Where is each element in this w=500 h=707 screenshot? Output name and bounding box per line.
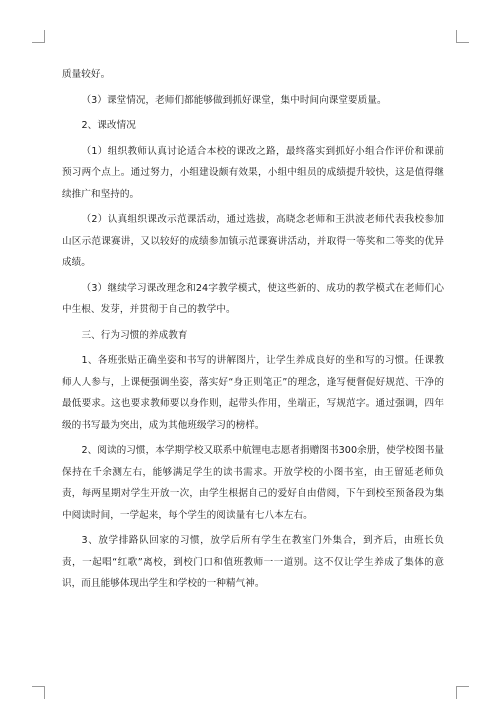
crop-mark-bottom-left bbox=[32, 686, 45, 699]
paragraph-habit-dismissal: 3、放学排路队回家的习惯，放学后所有学生在教室门外集合，到齐后，由班长负责，一起唱“红歌”离校，到校门口和值班教师一一道别。这不仅让学生养成了集体的意识，而且能够体现出学生和学校的一种精气神。 bbox=[62, 535, 444, 589]
crop-mark-top-right bbox=[456, 30, 469, 43]
paragraph-habit-reading: 2、阅读的习惯，本学期学校又联系中航锂电志愿者捐赠图书300余册，使学校图书量保持在千余测左右，能够满足学生的读书需求。开放学校的小图书室，由王留延老师负责，每两星期对学生开放一次，由学生根据自己的爱好自由借阅，下午到校至预备段为集中阅读时间，一学起来，每个学生的阅读量有七八本左右。 bbox=[62, 445, 444, 521]
paragraph-continuation: 质量较好。 bbox=[62, 69, 111, 80]
paragraph-reform-1: （1）组织教师认真讨论适合本校的课改之路，最终落实到抓好小组合作评价和课前预习两个点上。通过努力，小组建设颇有效果，小组中组员的成绩提升较快，这是值得继续推广和坚持的。 bbox=[62, 145, 444, 200]
document-body bbox=[62, 64, 444, 595]
paragraph-habit-writing: 1、各班张贴正确坐姿和书写的讲解图片，让学生养成良好的坐和写的习惯。任课教师人人参与，上课便强调坐姿，落实好“身正则笔正”的理念，逢写便督促好规范、干净的最低要求。这也要求教师要以身作则，起带头作用，坐端正，写规范字。通过强调，四年级的书写最为突出，成为其他班级学习的榜样。 bbox=[62, 355, 444, 431]
paragraph-reform-3: （3）继续学习课改理念和24字教学模式，使这些新的、成功的教学模式在老师们心中生根、发芽，并贯彻于自己的教学中。 bbox=[62, 282, 444, 315]
paragraph-classroom: （3）课堂情况，老师们都能够做到抓好课堂，集中时间向课堂要质量。 bbox=[81, 94, 387, 106]
crop-mark-bottom-right bbox=[456, 686, 469, 699]
crop-mark-top-left bbox=[32, 30, 45, 43]
paragraph-reform-2: （2）认真组织课改示范课活动，通过选拔，高晓念老师和王洪波老师代表我校参加山区示范课赛讲，又以较好的成绩参加镇示范课赛讲活动，并取得一等奖和二等奖的优异成绩。 bbox=[62, 214, 444, 268]
heading-habits: 三、行为习惯的养成教育 bbox=[81, 329, 188, 341]
heading-curriculum-reform: 2、课改情况 bbox=[81, 120, 136, 131]
